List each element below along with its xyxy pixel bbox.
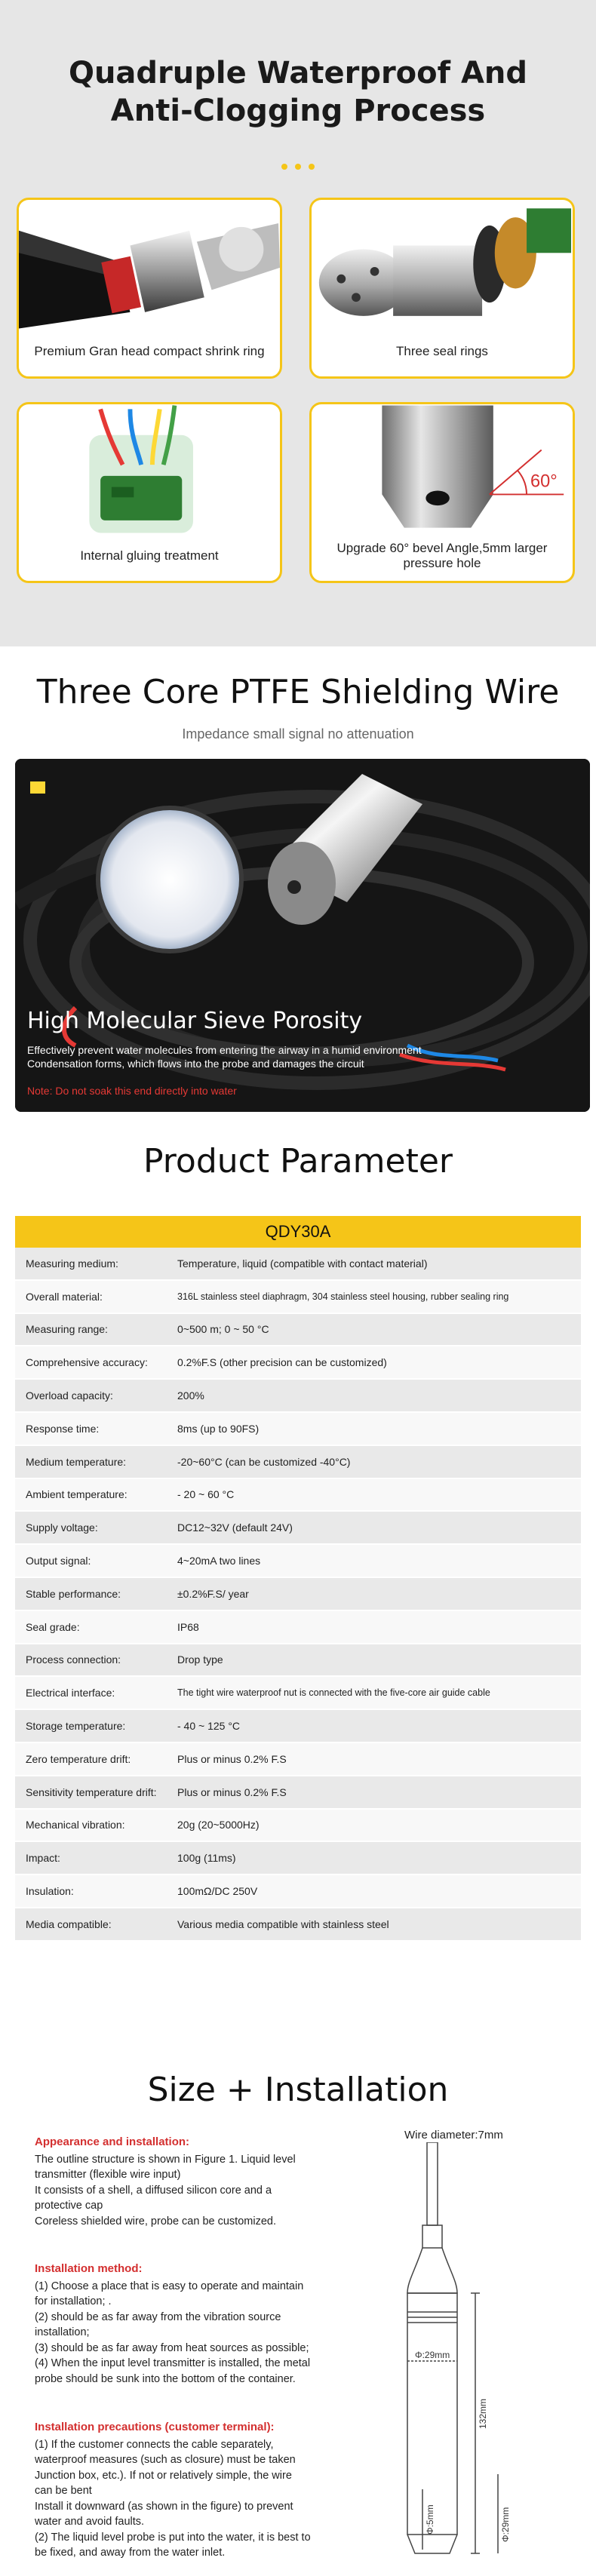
parameter-row — [15, 1380, 581, 1413]
precautions-heading: Installation precautions (customer terminal): — [35, 2421, 275, 2433]
parameter-row — [15, 1611, 581, 1644]
parameter-value: 4~20mA two lines — [177, 1555, 261, 1567]
appearance-heading: Appearance and installation: — [35, 2135, 190, 2148]
parameter-key: Media compatible: — [26, 1917, 112, 1930]
parameter-row — [15, 1743, 581, 1776]
parameter-row — [15, 1413, 581, 1446]
photo-title: High Molecular Sieve Porosity — [27, 1008, 363, 1034]
parameter-key: Impact: — [26, 1852, 60, 1865]
instruction-line: can be bent — [35, 2485, 92, 2497]
parameter-row — [15, 1479, 581, 1512]
parameter-key: Measuring range: — [26, 1323, 108, 1336]
parameter-key: Medium temperature: — [26, 1455, 127, 1468]
parameter-key: Ambient temperature: — [26, 1488, 127, 1501]
parameter-key: Seal grade: — [26, 1620, 80, 1633]
feature-card-bevel-angle — [309, 402, 575, 583]
instruction-line: probe should be sunk into the bottom of the container. — [35, 2372, 296, 2385]
tip-diameter-label: Φ:29mm — [500, 2507, 511, 2542]
precautions-text — [35, 2437, 352, 2561]
parameter-row — [15, 1578, 581, 1611]
photo-description-line1: Effectively prevent water molecules from entering the airway in a humid environment — [27, 1044, 422, 1056]
parameter-row — [15, 1545, 581, 1578]
appearance-text — [35, 2152, 352, 2230]
parameter-row — [15, 1346, 581, 1380]
instruction-line: installation; — [35, 2326, 90, 2338]
waterproof-title — [0, 54, 596, 130]
parameter-key: Mechanical vibration: — [26, 1819, 125, 1831]
parameter-key: Measuring medium: — [26, 1257, 118, 1270]
installation-method-block — [35, 2261, 352, 2387]
parameter-value: -20~60°C (can be customized -40°C) — [177, 1455, 351, 1468]
size-title: Size + Installation — [147, 2071, 449, 2109]
instruction-line: It consists of a shell, a diffused silicon core and a — [35, 2184, 272, 2197]
instruction-line: Junction box, etc.). If not or relatively simple, the wire — [35, 2469, 292, 2482]
parameter-row — [15, 1644, 581, 1678]
ptfe-photo — [15, 759, 590, 1112]
parameter-key: Insulation: — [26, 1885, 74, 1898]
hole-diameter-label: Φ:5mm — [425, 2504, 435, 2535]
ptfe-subtitle: Impedance small signal no attenuation — [182, 726, 414, 741]
bevel-angle-image — [312, 404, 573, 534]
parameter-key: Supply voltage: — [26, 1521, 98, 1534]
parameter-key: Electrical interface: — [26, 1687, 115, 1699]
parameter-key: Output signal: — [26, 1555, 91, 1567]
parameter-key: Overload capacity: — [26, 1389, 113, 1402]
wire-diameter-label: Wire diameter:7mm — [404, 2129, 503, 2142]
instruction-line: (2) should be as far away from the vibration source — [35, 2310, 281, 2323]
seal-rings-image — [312, 200, 573, 330]
parameter-value: 0.2%F.S (other precision can be customized) — [177, 1356, 387, 1369]
instruction-line: waterproof measures (such as closure) must be taken — [35, 2454, 296, 2466]
feature-caption: Upgrade 60° bevel Angle,5mm larger pressure hole — [336, 541, 548, 570]
feature-card-seal-rings — [309, 198, 575, 379]
parameter-row — [15, 1710, 581, 1743]
parameter-value: Plus or minus 0.2% F.S — [177, 1785, 287, 1798]
appearance-block — [35, 2135, 352, 2229]
installation-method-heading: Installation method: — [35, 2262, 143, 2275]
parameter-value: Temperature, liquid (compatible with contact material) — [177, 1257, 428, 1270]
waterproof-title-line2: Anti-Clogging Process — [110, 94, 486, 128]
body-diameter-label: Φ:29mm — [415, 2350, 450, 2360]
parameter-value: Various media compatible with stainless steel — [177, 1917, 389, 1930]
ptfe-title: Three Core PTFE Shielding Wire — [36, 673, 560, 711]
feature-card-shrink-ring — [17, 198, 282, 379]
parameter-row — [15, 1776, 581, 1810]
parameter-value: - 40 ~ 125 °C — [177, 1720, 241, 1733]
parameter-row — [15, 1842, 581, 1875]
parameter-value: ±0.2%F.S/ year — [177, 1587, 249, 1600]
feature-card-gluing — [17, 402, 282, 583]
instruction-line: be fixed, and away from the water inlet. — [35, 2547, 226, 2559]
instruction-line: for installation; . — [35, 2295, 112, 2307]
parameter-key: Process connection: — [26, 1653, 121, 1666]
parameter-row — [15, 1908, 581, 1942]
instruction-line: (3) should be as far away from heat sources as possible; — [35, 2341, 309, 2354]
instruction-line: Install it downward (as shown in the figure) to prevent — [35, 2500, 293, 2513]
parameter-row — [15, 1446, 581, 1479]
shrink-ring-image — [19, 200, 280, 330]
parameter-value: IP68 — [177, 1620, 199, 1633]
parameter-row — [15, 1810, 581, 1843]
parameter-value: Drop type — [177, 1653, 223, 1666]
parameter-row — [15, 1314, 581, 1347]
parameter-key: Sensitivity temperature drift: — [26, 1785, 157, 1798]
probe-dimension-drawing — [392, 2142, 543, 2572]
parameter-value: 20g (20~5000Hz) — [177, 1819, 260, 1831]
parameter-value: 8ms (up to 90FS) — [177, 1422, 260, 1435]
parameter-rows — [15, 1248, 581, 1942]
parameter-value: Plus or minus 0.2% F.S — [177, 1752, 287, 1765]
parameter-key: Stable performance: — [26, 1587, 121, 1600]
parameter-value: The tight wire waterproof nut is connected with the five-core air guide cable — [177, 1687, 490, 1699]
photo-warning-note: Note: Do not soak this end directly into water — [27, 1085, 237, 1097]
gluing-image — [19, 404, 280, 534]
instruction-line: (2) The liquid level probe is put into the water, it is best to — [35, 2531, 311, 2544]
instruction-line: transmitter (flexible wire input) — [35, 2169, 181, 2181]
parameter-key: Comprehensive accuracy: — [26, 1356, 148, 1369]
angle-label: 60° — [530, 471, 558, 491]
parameter-row — [15, 1875, 581, 1908]
instruction-line: (1) Choose a place that is easy to operate and maintain — [35, 2280, 304, 2292]
parameter-row — [15, 1248, 581, 1281]
instruction-line: (4) When the input level transmitter is installed, the metal — [35, 2357, 311, 2369]
parameter-title: Product Parameter — [143, 1142, 453, 1181]
parameter-key: Response time: — [26, 1422, 100, 1435]
feature-caption: Internal gluing treatment — [80, 548, 219, 563]
photo-description-line2: Condensation forms, which flows into the probe and damages the circuit — [27, 1058, 364, 1070]
feature-caption: Three seal rings — [396, 344, 488, 358]
parameter-value: 316L stainless steel diaphragm, 304 stainless steel housing, rubber sealing ring — [177, 1291, 509, 1302]
instruction-line: (1) If the customer connects the cable separately, — [35, 2438, 274, 2451]
parameter-key: Overall material: — [26, 1290, 103, 1303]
parameter-value: 100mΩ/DC 250V — [177, 1885, 258, 1898]
waterproof-section — [0, 0, 596, 646]
instruction-line: The outline structure is shown in Figure 1. Liquid level — [35, 2153, 296, 2166]
parameter-key: Zero temperature drift: — [26, 1752, 131, 1765]
parameter-value: - 20 ~ 60 °C — [177, 1488, 235, 1501]
parameter-value: 0~500 m; 0 ~ 50 °C — [177, 1323, 269, 1336]
parameter-value: 100g (11ms) — [177, 1852, 236, 1865]
precautions-block — [35, 2420, 352, 2561]
installation-method-text — [35, 2279, 352, 2387]
title-dots — [0, 160, 596, 173]
waterproof-title-line1: Quadruple Waterproof And — [68, 56, 528, 91]
instruction-line: Coreless shielded wire, probe can be customized. — [35, 2215, 276, 2228]
model-header: QDY30A — [15, 1216, 581, 1248]
parameter-table — [15, 1216, 581, 1942]
parameter-row — [15, 1512, 581, 1545]
instruction-line: water and avoid faults. — [35, 2516, 145, 2528]
instruction-line: protective cap — [35, 2200, 103, 2212]
parameter-row — [15, 1281, 581, 1314]
parameter-value: 200% — [177, 1389, 204, 1402]
length-label: 132mm — [478, 2398, 488, 2429]
parameter-value: DC12~32V (default 24V) — [177, 1521, 293, 1534]
parameter-row — [15, 1677, 581, 1710]
feature-caption: Premium Gran head compact shrink ring — [34, 344, 265, 358]
parameter-key: Storage temperature: — [26, 1720, 126, 1733]
